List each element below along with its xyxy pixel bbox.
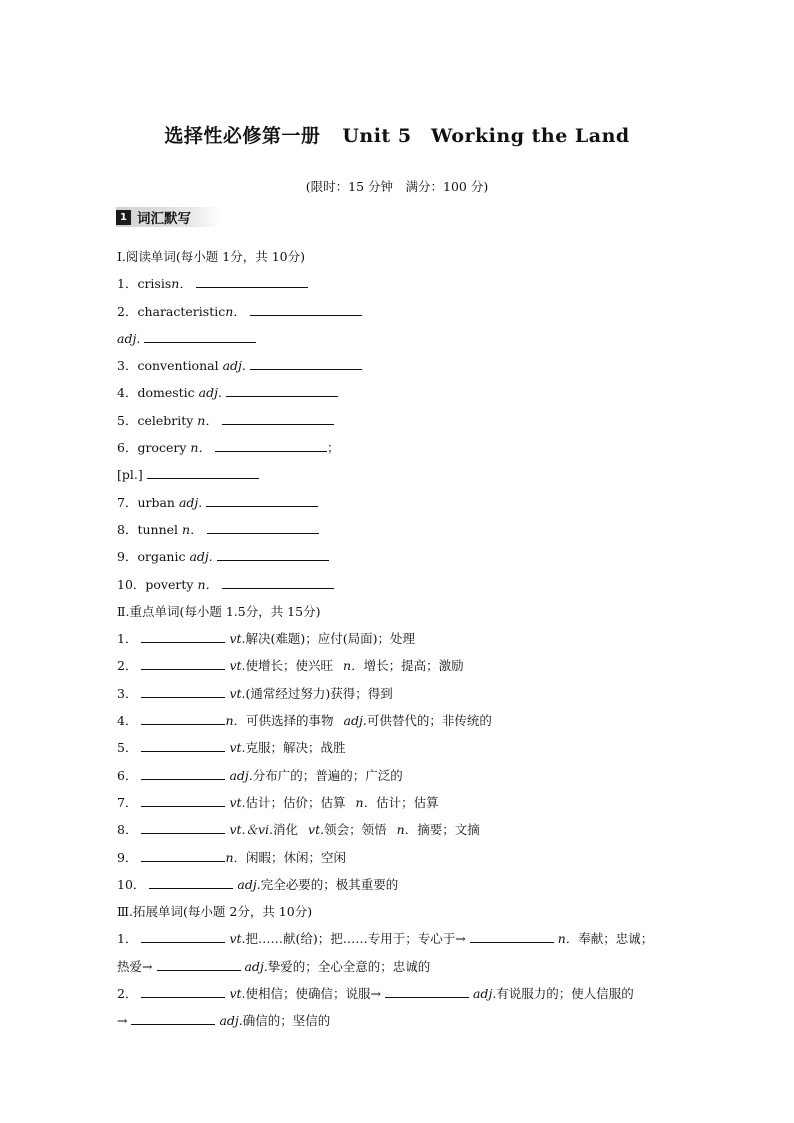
- answer-blank[interactable]: [385, 983, 469, 998]
- list-item: 热爱→ adj.挚爱的；全心全意的；忠诚的: [117, 953, 697, 980]
- list-item: 7． vt.估计；估价；估算 n．估计；估算: [117, 789, 697, 816]
- section-label: 词汇默写: [137, 211, 191, 227]
- list-item: 2． vt.使增长；使兴旺 n．增长；提高；激励: [117, 652, 697, 679]
- title-cn: 选择性必修第一册: [164, 125, 321, 147]
- list-item: adj.: [117, 325, 697, 352]
- answer-blank[interactable]: [147, 464, 259, 479]
- answer-blank[interactable]: [222, 574, 334, 589]
- list-item: 2． vt.使相信；使确信；说服→ adj.有说服力的；使人信服的: [117, 980, 697, 1007]
- answer-blank[interactable]: [141, 628, 225, 643]
- part3-heading: Ⅲ.拓展单词(每小题 2分，共 10分): [117, 904, 313, 920]
- answer-blank[interactable]: [157, 956, 241, 971]
- answer-blank[interactable]: [141, 819, 225, 834]
- arrow-icon: →: [455, 931, 466, 947]
- list-item: 1． vt.解决(难题)；应付(局面)；处理: [117, 625, 697, 652]
- part2-heading: Ⅱ.重点单词(每小题 1.5分，共 15分): [117, 603, 321, 619]
- answer-blank[interactable]: [250, 301, 362, 316]
- title-en: Unit 5 Working the Land: [342, 125, 630, 147]
- answer-blank[interactable]: [141, 737, 225, 752]
- list-item: [pl.]: [117, 461, 697, 488]
- arrow-icon: →: [142, 958, 153, 974]
- arrow-icon: →: [370, 986, 381, 1002]
- list-item: 7．urban adj.: [117, 489, 697, 516]
- list-item: 8． vt.＆vi.消化 vt.领会；领悟 n．摘要；文摘: [117, 816, 697, 843]
- list-item: 6． adj.分布广的；普遍的；广泛的: [117, 762, 697, 789]
- answer-blank[interactable]: [141, 683, 225, 698]
- list-item: 1． vt.把……献(给)；把……专用于；专心于→ n．奉献；忠诚；: [117, 925, 697, 952]
- answer-blank[interactable]: [141, 765, 225, 780]
- answer-blank[interactable]: [215, 437, 327, 452]
- time-score-info: (限时：15 分钟 满分：100 分): [305, 179, 489, 194]
- answer-blank[interactable]: [141, 847, 225, 862]
- exercise-content: [117, 243, 697, 1035]
- answer-blank[interactable]: [217, 546, 329, 561]
- list-item: 1．crisisn．: [117, 270, 697, 297]
- answer-blank[interactable]: [250, 355, 362, 370]
- list-item: 9．organic adj.: [117, 543, 697, 570]
- section-number-badge: 1: [116, 210, 131, 225]
- list-item: 2．characteristicn．: [117, 298, 697, 325]
- answer-blank[interactable]: [141, 792, 225, 807]
- answer-blank[interactable]: [470, 928, 554, 943]
- list-item: 9． n．闲暇；休闲；空闲: [117, 844, 697, 871]
- list-item: 5． vt.克服；解决；战胜: [117, 734, 697, 761]
- list-item: 3． vt.(通常经过努力)获得；得到: [117, 680, 697, 707]
- answer-blank[interactable]: [141, 983, 225, 998]
- answer-blank[interactable]: [196, 273, 308, 288]
- list-item: 6．grocery n． ；: [117, 434, 697, 461]
- answer-blank[interactable]: [141, 928, 225, 943]
- answer-blank[interactable]: [141, 710, 225, 725]
- list-item: 10．poverty n．: [117, 571, 697, 598]
- answer-blank[interactable]: [207, 519, 319, 534]
- answer-blank[interactable]: [144, 328, 256, 343]
- answer-blank[interactable]: [141, 655, 225, 670]
- list-item: → adj.确信的；坚信的: [117, 1007, 697, 1034]
- list-item: 3．conventional adj.: [117, 352, 697, 379]
- list-item: 10． adj.完全必要的；极其重要的: [117, 871, 697, 898]
- list-item: 8．tunnel n．: [117, 516, 697, 543]
- arrow-icon: →: [117, 1013, 128, 1029]
- list-item: 4． n．可供选择的事物 adj.可供替代的；非传统的: [117, 707, 697, 734]
- page-title: [0, 121, 794, 148]
- section-header: [116, 207, 220, 227]
- answer-blank[interactable]: [131, 1010, 215, 1025]
- answer-blank[interactable]: [222, 410, 334, 425]
- answer-blank[interactable]: [226, 382, 338, 397]
- part1-heading: Ⅰ.阅读单词(每小题 1分，共 10分): [117, 249, 305, 264]
- list-item: 4．domestic adj.: [117, 379, 697, 406]
- list-item: 5．celebrity n．: [117, 407, 697, 434]
- answer-blank[interactable]: [149, 874, 233, 889]
- answer-blank[interactable]: [206, 492, 318, 507]
